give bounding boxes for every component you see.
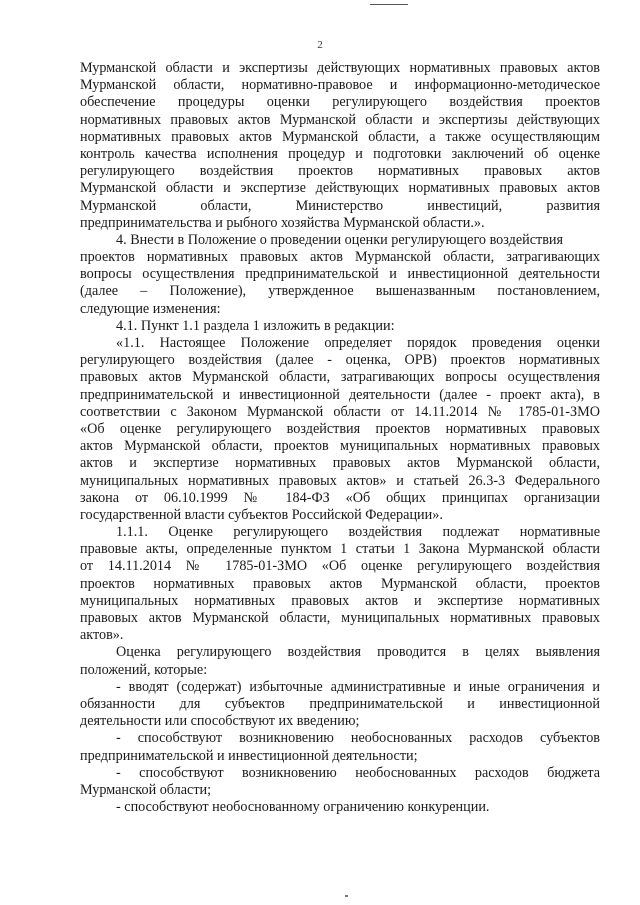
text-line: нормативных правовых актов Мурманской области и экспертизы действующих <box>80 111 600 128</box>
text-line: - способствуют необоснованному ограничению конкуренции. <box>116 799 490 816</box>
text-line: актов Мурманской области, проектов муниципальных нормативных правовых <box>80 438 600 455</box>
text-line: регулирующего воздействия проектов нормативных правовых актов <box>80 163 600 180</box>
text-line: Мурманской области; <box>80 781 212 798</box>
text-line: 4. Внести в Положение о проведении оценки регулирующего воздействия <box>116 231 564 248</box>
text-line: закона от 06.10.1999 № 184-ФЗ «Об общих принципах организации <box>80 489 600 506</box>
text-line: деятельности или способствуют их введению; <box>80 713 360 730</box>
text-line: 4.1. Пункт 1.1 раздела 1 изложить в редакции: <box>116 317 395 334</box>
text-line: предпринимательства и рыбного хозяйства Мурманской области.». <box>80 214 485 231</box>
text-line: правовых актов Мурманской области, затрагивающих вопросы осуществления <box>80 369 600 386</box>
text-line: (далее – Положение), утвержденное вышеназванным постановлением, <box>80 283 600 300</box>
text-line: Мурманской области, Министерство инвестиций, развития <box>80 197 600 214</box>
text-line: государственной власти субъектов Российской Федерации». <box>80 506 443 523</box>
text-line: 1.1.1. Оценке регулирующего воздействия подлежат нормативные <box>116 524 600 541</box>
text-line: Оценка регулирующего воздействия проводится в целях выявления <box>116 644 600 661</box>
text-line: - способствуют возникновению необоснованных расходов бюджета <box>116 764 600 781</box>
text-line: предпринимательской и инвестиционной деятельности; <box>80 747 418 764</box>
text-line: следующие изменения: <box>80 300 221 317</box>
text-line: обеспечение процедуры оценки регулирующего воздействия проектов <box>80 94 600 111</box>
text-line: актов и экспертизе нормативных правовых актов Мурманской области, <box>80 455 600 472</box>
text-line: муниципальных нормативных правовых актов» и статьей 26.3-3 Федерального <box>80 472 600 489</box>
text-line: от 14.11.2014 № 1785-01-ЗМО «Об оценке регулирующего воздействия <box>80 558 600 575</box>
text-line: проектов нормативных правовых актов Мурманской области, проектов <box>80 575 600 592</box>
scan-artifact-dot <box>345 895 348 897</box>
text-line: актов». <box>80 627 124 644</box>
text-line: обязанности для субъектов предпринимательской и инвестиционной <box>80 695 600 712</box>
text-line: Мурманской области и экспертизы действующих нормативных правовых актов <box>80 60 600 76</box>
text-line: «1.1. Настоящее Положение определяет порядок проведения оценки <box>116 335 600 351</box>
scan-artifact-line <box>370 4 408 5</box>
text-line: соответствии с Законом Мурманской области от 14.11.2014 № 1785-01-ЗМО <box>80 403 600 420</box>
page-number: 2 <box>317 39 323 51</box>
text-line: контроль качества исполнения процедур и подготовки заключений об оценке <box>80 145 600 162</box>
text-line: Мурманской области, нормативно-правовое и информационно-методическое <box>80 77 600 94</box>
text-line: положений, которые: <box>80 661 208 678</box>
text-line: «Об оценке регулирующего воздействия проектов нормативных правовых <box>80 420 600 437</box>
text-line: регулирующего воздействия (далее - оценка, ОРВ) проектов нормативных <box>80 352 600 369</box>
text-line: вопросы осуществления предпринимательской и инвестиционной деятельности <box>80 266 600 283</box>
text-line: проектов нормативных правовых актов Мурманской области, затрагивающих <box>80 249 600 266</box>
document-body <box>80 60 600 816</box>
text-line: правовых актов Мурманской области, муниципальных нормативных правовых <box>80 610 600 626</box>
text-line: - способствуют возникновению необоснованных расходов субъектов <box>116 730 600 747</box>
text-line: Мурманской области и экспертизе действующих нормативных правовых актов <box>80 180 600 197</box>
text-line: нормативных правовых актов Мурманской области, а также осуществляющим <box>80 128 600 145</box>
text-line: муниципальных нормативных правовых актов и экспертизе нормативных <box>80 592 600 609</box>
text-line: предпринимательской и инвестиционной деятельности (далее - проект акта), в <box>80 386 600 403</box>
text-line: правовые акты, определенные пунктом 1 статьи 1 Закона Мурманской области <box>80 541 600 558</box>
text-line: - вводят (содержат) избыточные административные и иные ограничения и <box>116 678 600 695</box>
